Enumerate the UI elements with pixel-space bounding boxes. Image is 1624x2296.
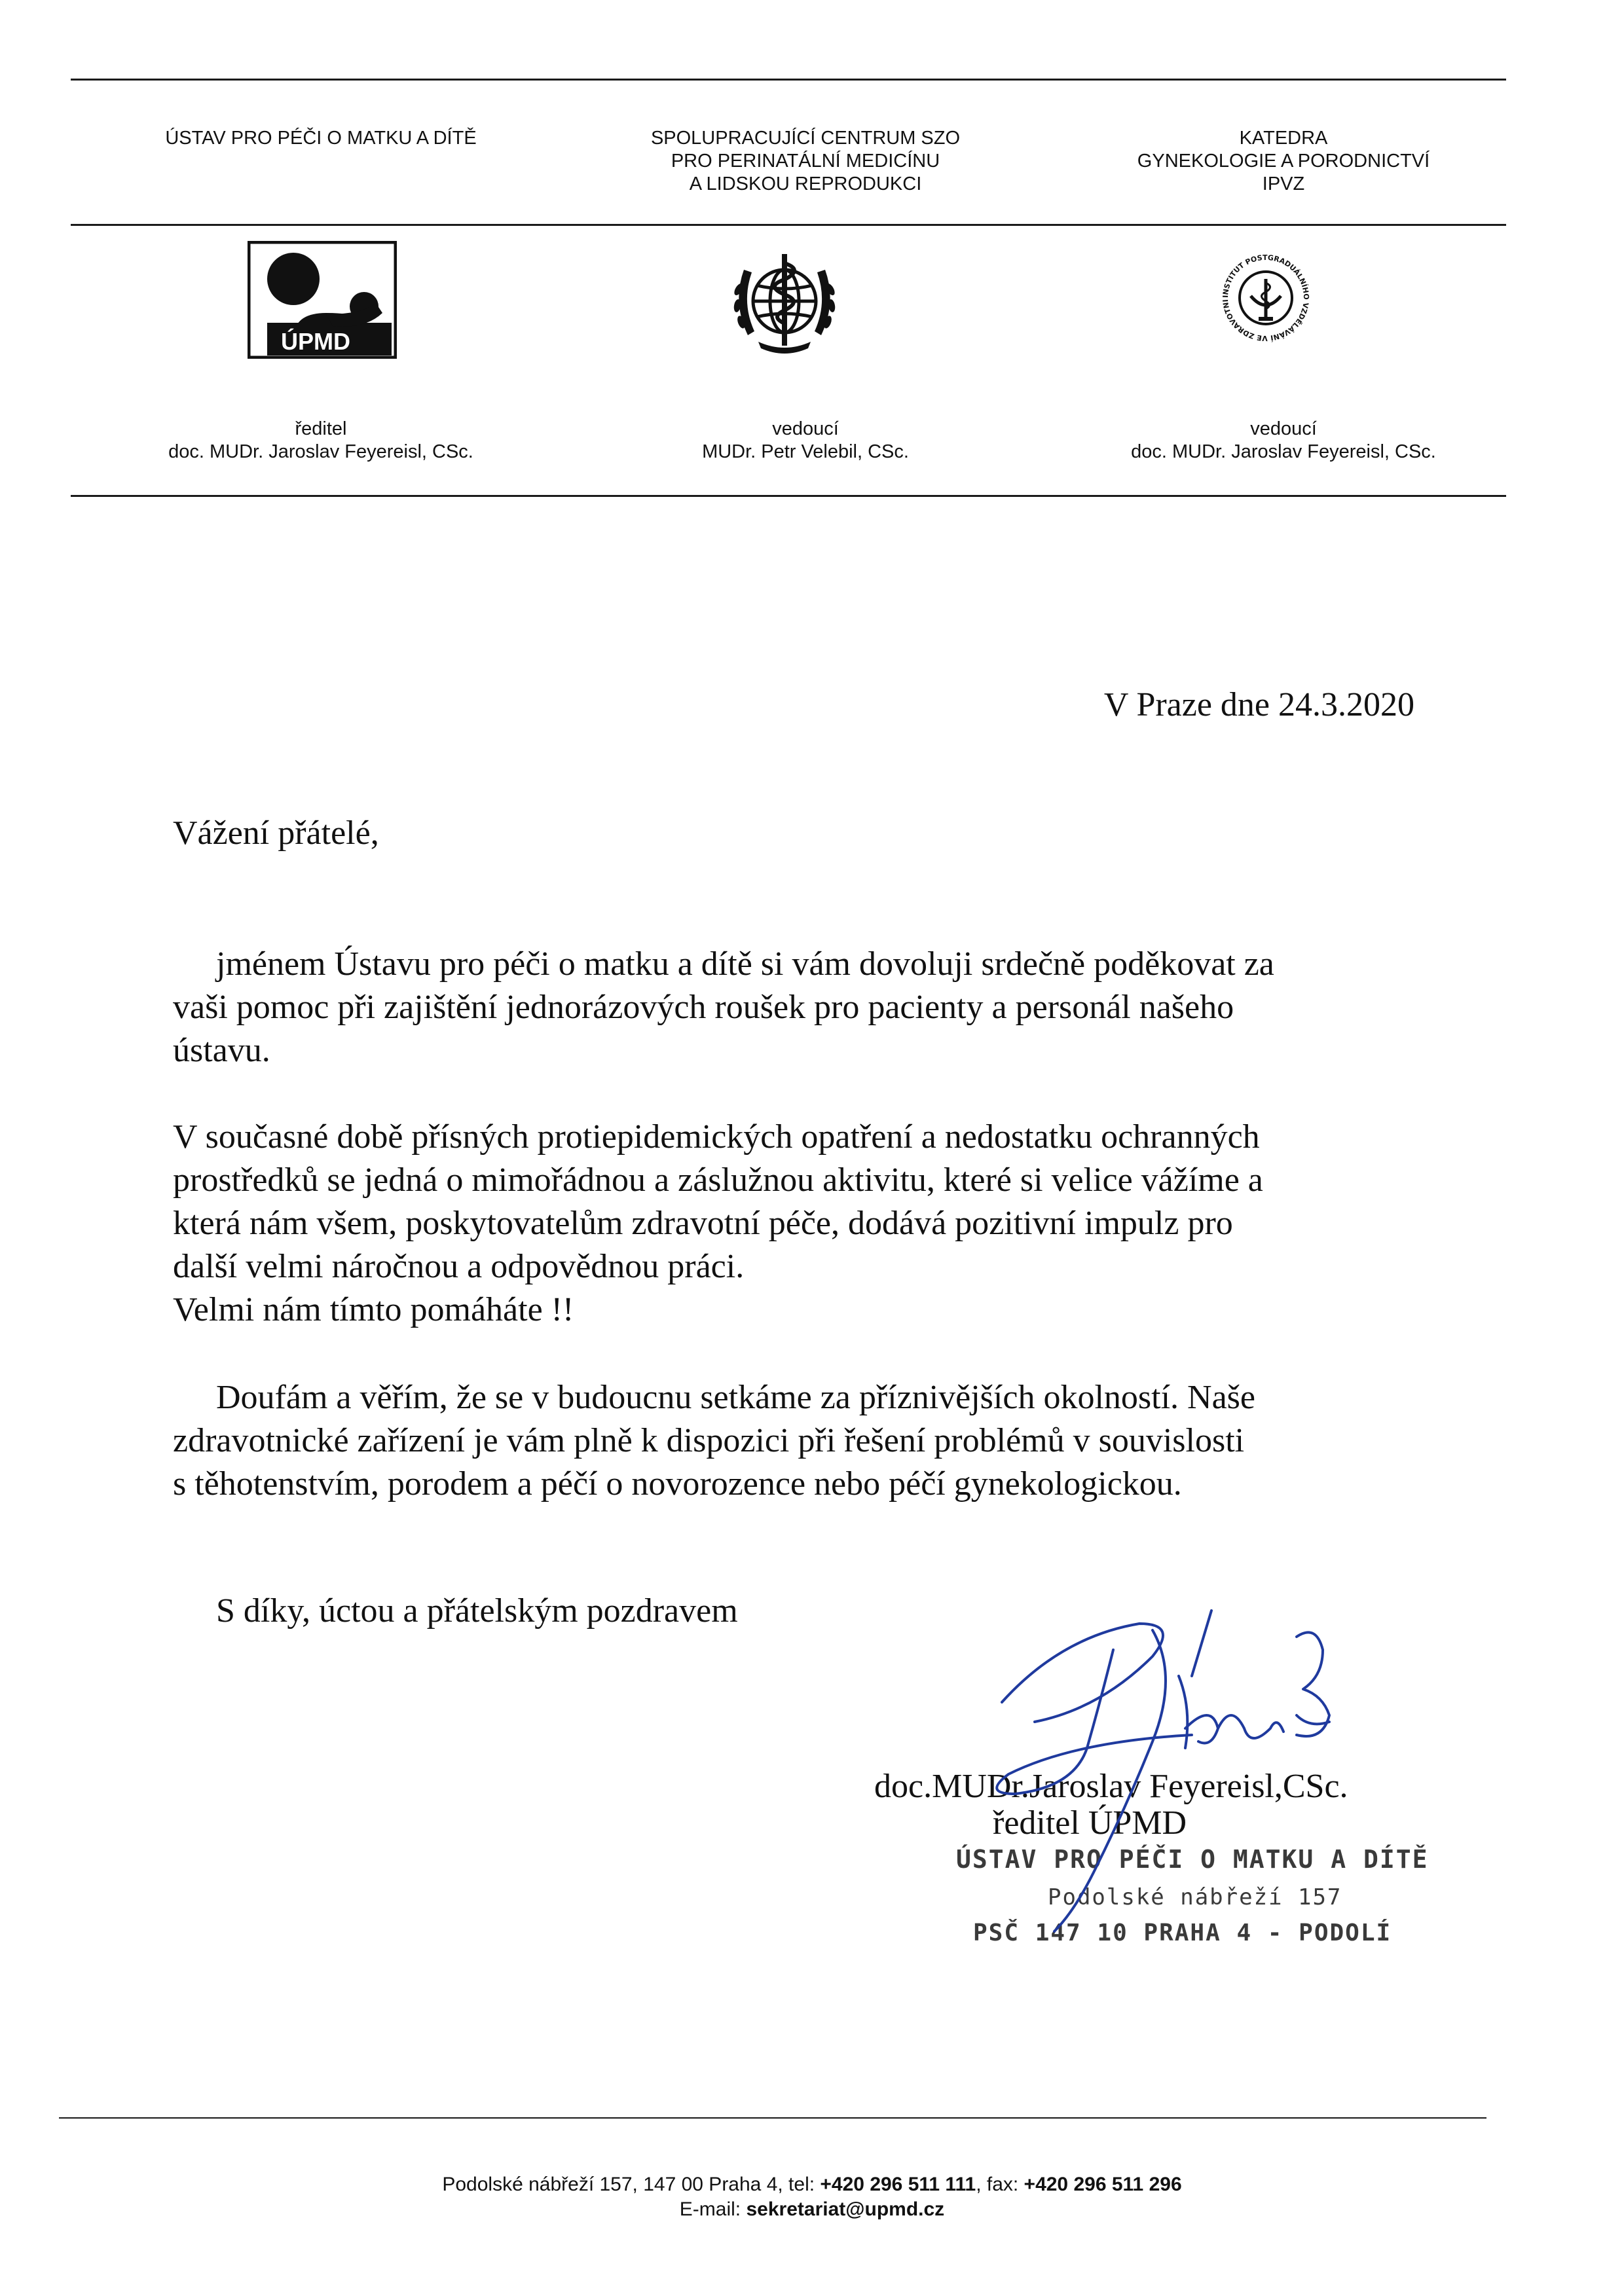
paragraph-line: V současné době přísných protiepidemických opatření a nedostatku ochranných: [173, 1118, 1260, 1156]
ipvz-seal: [1217, 249, 1315, 347]
paragraph-line: která nám všem, poskytovatelům zdravotní péče, dodává pozitivní impulz pro: [173, 1205, 1233, 1242]
header-left-line: ÚSTAV PRO PÉČI O MATKU A DÍTĚ: [165, 128, 477, 149]
header-left-person-block: [124, 418, 517, 464]
letter-salutation: Vážení přátelé,: [173, 814, 379, 852]
paragraph-line: zdravotnické zařízení je vám plně k dispozici při řešení problémů v souvislosti: [173, 1422, 1245, 1459]
header-left-institution: [124, 127, 517, 150]
signer-title: ředitel ÚPMD: [993, 1804, 1187, 1842]
header-right-line: KATEDRA: [1239, 128, 1328, 149]
footer-tel: +420 296 511 111: [820, 2174, 976, 2195]
header-middle-rule: [71, 224, 1506, 226]
paragraph-line: vaši pomoc při zajištění jednorázových roušek pro pacienty a personál našeho: [173, 989, 1234, 1026]
footer-fax: +420 296 511 296: [1024, 2174, 1182, 2195]
paragraph-line: Doufám a věřím, že se v budoucnu setkáme za příznivějších okolností. Naše: [216, 1379, 1255, 1416]
paragraph-line: ústavu.: [173, 1032, 270, 1069]
footer-fax-label: , fax:: [976, 2174, 1024, 2195]
upmd-logo: [248, 241, 397, 359]
header-center-line: A LIDSKOU REPRODUKCI: [689, 173, 922, 194]
header-bottom-rule: [71, 495, 1506, 497]
header-right-line: GYNEKOLOGIE A PORODNICTVÍ: [1137, 151, 1430, 172]
letter-closing: S díky, úctou a přátelským pozdravem: [216, 1592, 738, 1630]
letter-paragraph-1: [173, 943, 1450, 1072]
header-left-role: ředitel: [295, 418, 347, 439]
svg-text:INSTITUT POSTGRADUÁLNÍHO VZDĚL: [1217, 249, 1310, 342]
paragraph-line: jménem Ústavu pro péči o matku a dítě si vám dovoluji srdečně poděkovat za: [216, 945, 1274, 983]
header-center-line: PRO PERINATÁLNÍ MEDICÍNU: [671, 151, 940, 172]
header-center-person: MUDr. Petr Velebil, CSc.: [702, 441, 909, 462]
header-right-person-block: [1074, 418, 1493, 464]
header-right-line: IPVZ: [1262, 173, 1305, 194]
header-right-institution: [1113, 127, 1454, 196]
paragraph-line: prostředků se jedná o mimořádnou a záslužnou aktivitu, které si velice vážíme a: [173, 1161, 1263, 1199]
signer-name: doc.MUDr.Jaroslav Feyereisl,CSc.: [874, 1768, 1348, 1805]
upmd-logo-text: ÚPMD: [281, 328, 350, 355]
header-top-rule: [71, 79, 1506, 81]
header-right-person: doc. MUDr. Jaroslav Feyereisl, CSc.: [1131, 441, 1436, 462]
letter-date: V Praze dne 24.3.2020: [1103, 686, 1414, 723]
ipvz-seal-graphic: [1217, 249, 1315, 347]
stamp-line-3: PSČ 147 10 PRAHA 4 - PODOLÍ: [973, 1920, 1392, 1946]
letter-paragraph-2: [173, 1116, 1450, 1332]
footer-email-line: [0, 2197, 1624, 2221]
upmd-logo-graphic: [248, 241, 397, 359]
footer-address-line: [0, 2172, 1624, 2196]
footer-address: Podolské nábřeží 157, 147 00 Praha 4, tel:: [442, 2174, 821, 2195]
paragraph-line: Velmi nám tímto pomáháte !!: [173, 1291, 574, 1328]
letter-paragraph-3: [173, 1376, 1450, 1506]
stamp-line-1: ÚSTAV PRO PÉČI O MATKU A DÍTĚ: [956, 1845, 1429, 1874]
handwritten-signature: [904, 1597, 1401, 1938]
footer-email-label: E-mail:: [679, 2198, 747, 2220]
footer-email[interactable]: sekretariat@upmd.cz: [746, 2198, 945, 2220]
ipvz-seal-text: INSTITUT POSTGRADUÁLNÍHO VZDĚLÁVÁNÍ VE ZDRAVOTNI: [1221, 253, 1311, 343]
stamp-line-2: Podolské nábřeží 157: [1048, 1884, 1342, 1910]
paragraph-line: další velmi náročnou a odpovědnou práci.: [173, 1248, 745, 1285]
header-center-institution: [602, 127, 1008, 196]
header-center-person-block: [602, 418, 1008, 464]
header-left-person: doc. MUDr. Jaroslav Feyereisl, CSc.: [168, 441, 473, 462]
header-right-role: vedoucí: [1250, 418, 1317, 439]
header-center-line: SPOLUPRACUJÍCÍ CENTRUM SZO: [650, 128, 961, 149]
paragraph-line: s těhotenstvím, porodem a péčí o novorozence nebo péčí gynekologickou.: [173, 1465, 1182, 1503]
footer-rule: [59, 2117, 1486, 2119]
who-emblem-icon: [719, 244, 850, 365]
header-center-role: vedoucí: [772, 418, 839, 439]
who-emblem-graphic: [719, 244, 850, 365]
